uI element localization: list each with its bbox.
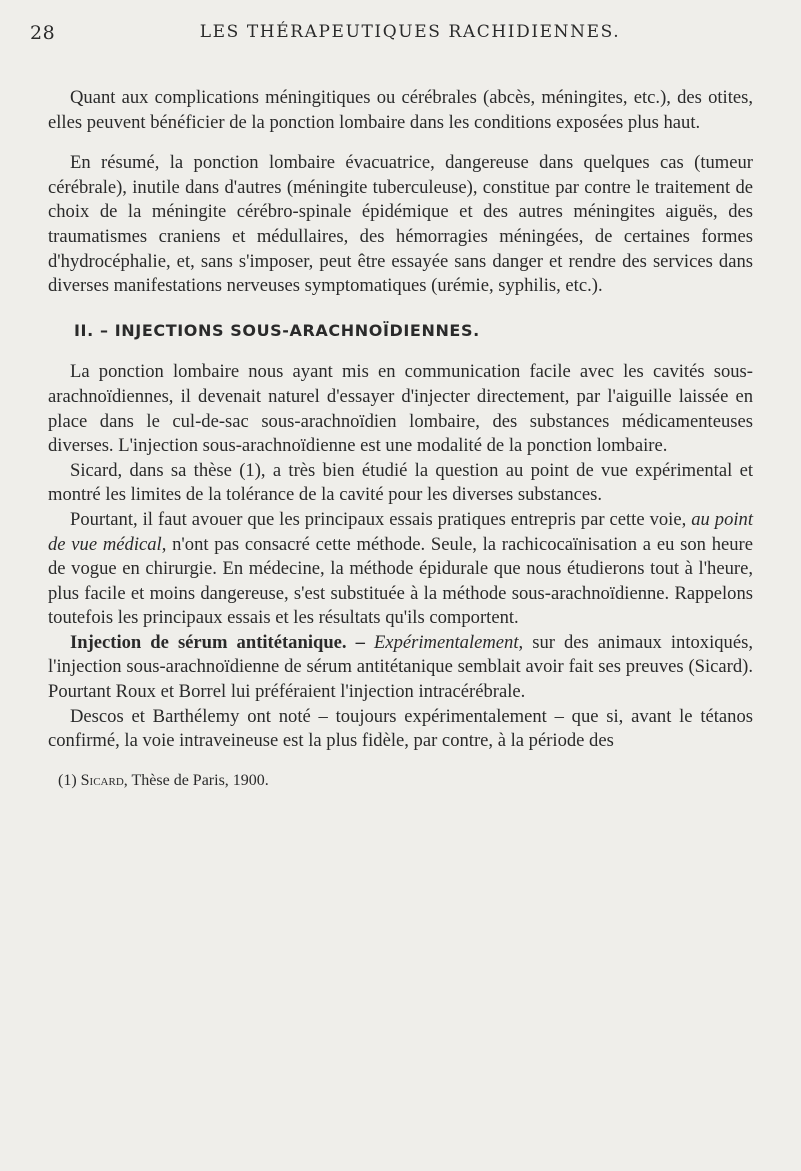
paragraph: [48, 631, 753, 705]
paragraph: Sicard, dans sa thèse (1), a très bien étudié la question au point de vue expérimental et montré les limites de la tolérance de la cavité pour les diverses substances.: [48, 459, 753, 506]
paragraph-text: , n'ont pas consacré cette méthode. Seule, la rachicocaïnisation a eu son heure de vogue en chirurgie. En médecine, la méthode épidurale que nous étudierons tout à l'heure, plus facile et moins dangereuse, s'est substituée à la méthode sous-arachnoïdienne. Rappelons toutefois les principaux essais et les résultats qu'ils comportent.: [48, 533, 753, 629]
emphasis-text: Expérimentalement: [373, 631, 519, 653]
emphasis-text: au point de vue médical: [48, 508, 753, 555]
footnote: [48, 769, 753, 794]
section-heading: II. – INJECTIONS SOUS-ARACHNOÏDIENNES.: [74, 320, 480, 340]
page-header: [30, 22, 770, 48]
subsection-title: Injection de sérum antitétanique. –: [70, 631, 374, 653]
page-number: 28: [30, 22, 56, 44]
paragraph-text: , sur des animaux intoxiqués, l'injection sous-arachnoïdienne de sérum antitétanique semblait avoir fait ses preuves (Sicard). Pourtant Roux et Borrel lui préféraient l'injection intracérébrale.: [48, 631, 753, 703]
paragraph: [48, 508, 753, 631]
paragraph: Quant aux complications méningitiques ou cérébrales (abcès, méningites, etc.), des otites, elles peuvent bénéficier de la ponction lombaire dans les conditions exposées plus haut.: [48, 87, 753, 133]
paragraph: En résumé, la ponction lombaire évacuatrice, dangereuse dans quelques cas (tumeur cérébrale), inutile dans d'autres (méningite tuberculeuse), constitue par contre le traitement de choix de la méningite cérébro-spinale épidémique et des autres méningites aiguës, des traumatismes craniens et médullaires, des hémorragies méningées, de certaines formes d'hydrocéphalie, et, sans s'imposer, peut être essayée sans danger et rendre des services dans diverses manifestations nerveuses symptomatiques (urémie, syphilis, etc.).: [48, 152, 753, 297]
footnote-author: Sicard: [80, 771, 124, 789]
footnote-text: , Thèse de Paris, 1900.: [123, 771, 269, 789]
paragraph: La ponction lombaire nous ayant mis en communication facile avec les cavités sous-arachnoïdiennes, il devenait naturel d'essayer d'injecter directement, par l'aiguille laissée en place dans le cul-de-sac sous-arachnoïdien lombaire, des substances médicamenteuses diverses. L'injection sous-arachnoïdienne est une modalité de la ponction lombaire.: [48, 361, 753, 457]
paragraph: Descos et Barthélemy ont noté – toujours expérimentalement – que si, avant le tétanos confirmé, la voie intraveineuse est la plus fidèle, par contre, à la période des: [48, 705, 753, 752]
footnote-marker: (1): [58, 771, 81, 789]
body-text: [48, 86, 753, 793]
running-title: LES THÉRAPEUTIQUES RACHIDIENNES.: [199, 22, 621, 42]
paragraph-text: Pourtant, il faut avouer que les principaux essais pratiques entrepris par cette voie,: [70, 508, 692, 530]
